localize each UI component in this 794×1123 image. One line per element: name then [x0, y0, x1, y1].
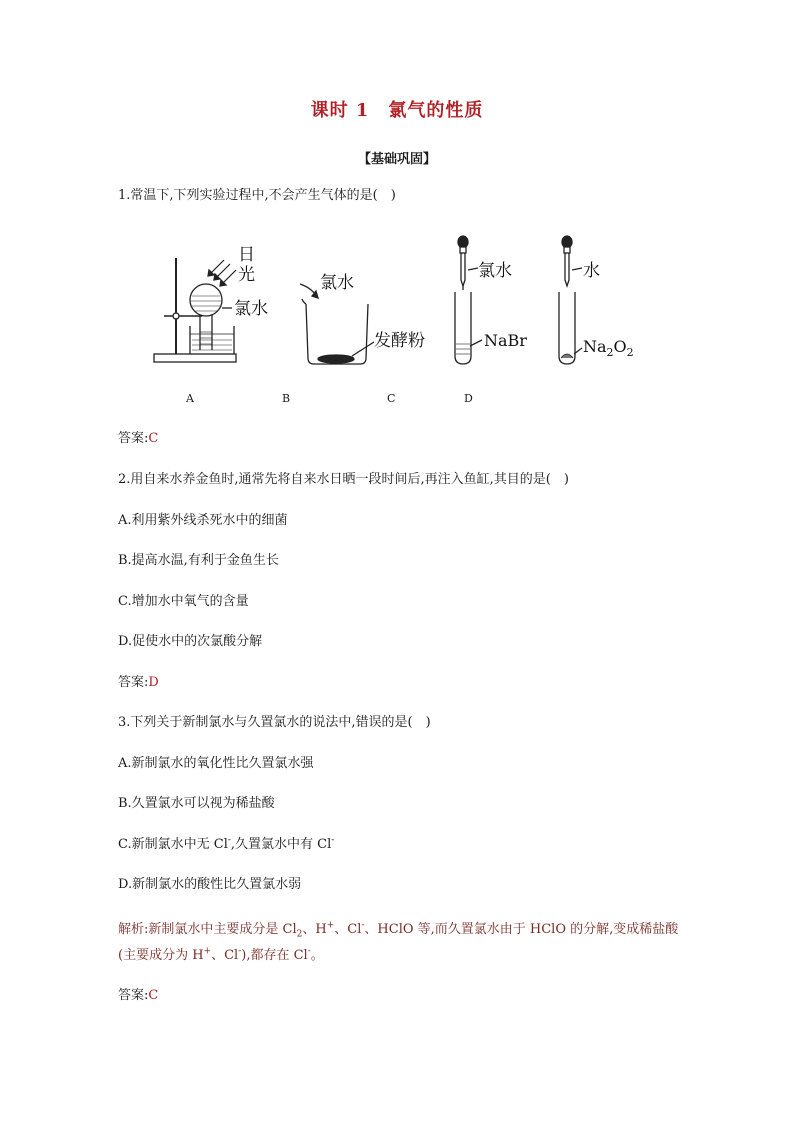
apparatus-b: [300, 284, 374, 364]
q3-option-c: C.新制氯水中无 Cl-,久置氯水中有 Cl-: [118, 835, 335, 852]
q2-answer: 答案:D: [118, 675, 159, 690]
q2-option-b: B.提高水温,有利于金鱼生长: [118, 553, 279, 568]
q3-option-d: D.新制氯水的酸性比久置氯水弱: [118, 877, 302, 892]
label-b-yeast: 发酵粉: [374, 331, 425, 351]
label-d-water: 水: [583, 261, 600, 281]
q2-option-d: D.促使水中的次氯酸分解: [118, 634, 263, 649]
apparatus-a: [154, 258, 236, 362]
q3-option-b: B.久置氯水可以视为稀盐酸: [118, 796, 275, 811]
label-sunlight-1: 日: [238, 245, 255, 265]
label-d-na2o2: $Na_2O_2$: [583, 337, 634, 359]
apparatus-d: [559, 236, 582, 364]
section-heading: 【基础巩固】: [357, 152, 436, 167]
q1-answer: 答案:C: [118, 431, 159, 446]
q3-analysis: 解析:新制氯水中主要成分是 $Cl_2$、H+、Cl-、HClO 等,而久置氯水由于 HClO 的分解,变成稀盐酸(主要成分为 H+、Cl-),都存在 Cl-。: [118, 920, 679, 963]
q2-option-c: C.增加水中氧气的含量: [118, 594, 249, 609]
q1-experiment-figure: [140, 232, 640, 372]
apparatus-c: [455, 236, 482, 364]
figure-label-c: C: [387, 392, 396, 405]
label-c-chlorine-water: 氯水: [478, 261, 512, 281]
label-sunlight-2: 光: [238, 265, 255, 285]
figure-label-b: B: [282, 392, 291, 405]
label-c-nabr: NaBr: [484, 331, 527, 350]
q3-option-a: A.新制氯水的氧化性比久置氯水强: [118, 756, 314, 771]
q2-stem: 2.用自来水养金鱼时,通常先将自来水日晒一段时间后,再注入鱼缸,其目的是( ): [118, 472, 569, 487]
label-a-chlorine-water: 氯水: [234, 299, 268, 319]
q3-answer: 答案:C: [118, 988, 159, 1003]
figure-label-d: D: [464, 392, 473, 405]
label-b-chlorine-water: 氯水: [320, 273, 354, 293]
page-title: 课时 1 氯气的性质: [310, 100, 484, 121]
q1-stem: 1.常温下,下列实验过程中,不会产生气体的是( ): [118, 188, 396, 203]
q2-option-a: A.利用紫外线杀死水中的细菌: [118, 513, 288, 528]
figure-label-a: A: [186, 392, 194, 405]
q3-stem: 3.下列关于新制氯水与久置氯水的说法中,错误的是( ): [118, 715, 431, 730]
